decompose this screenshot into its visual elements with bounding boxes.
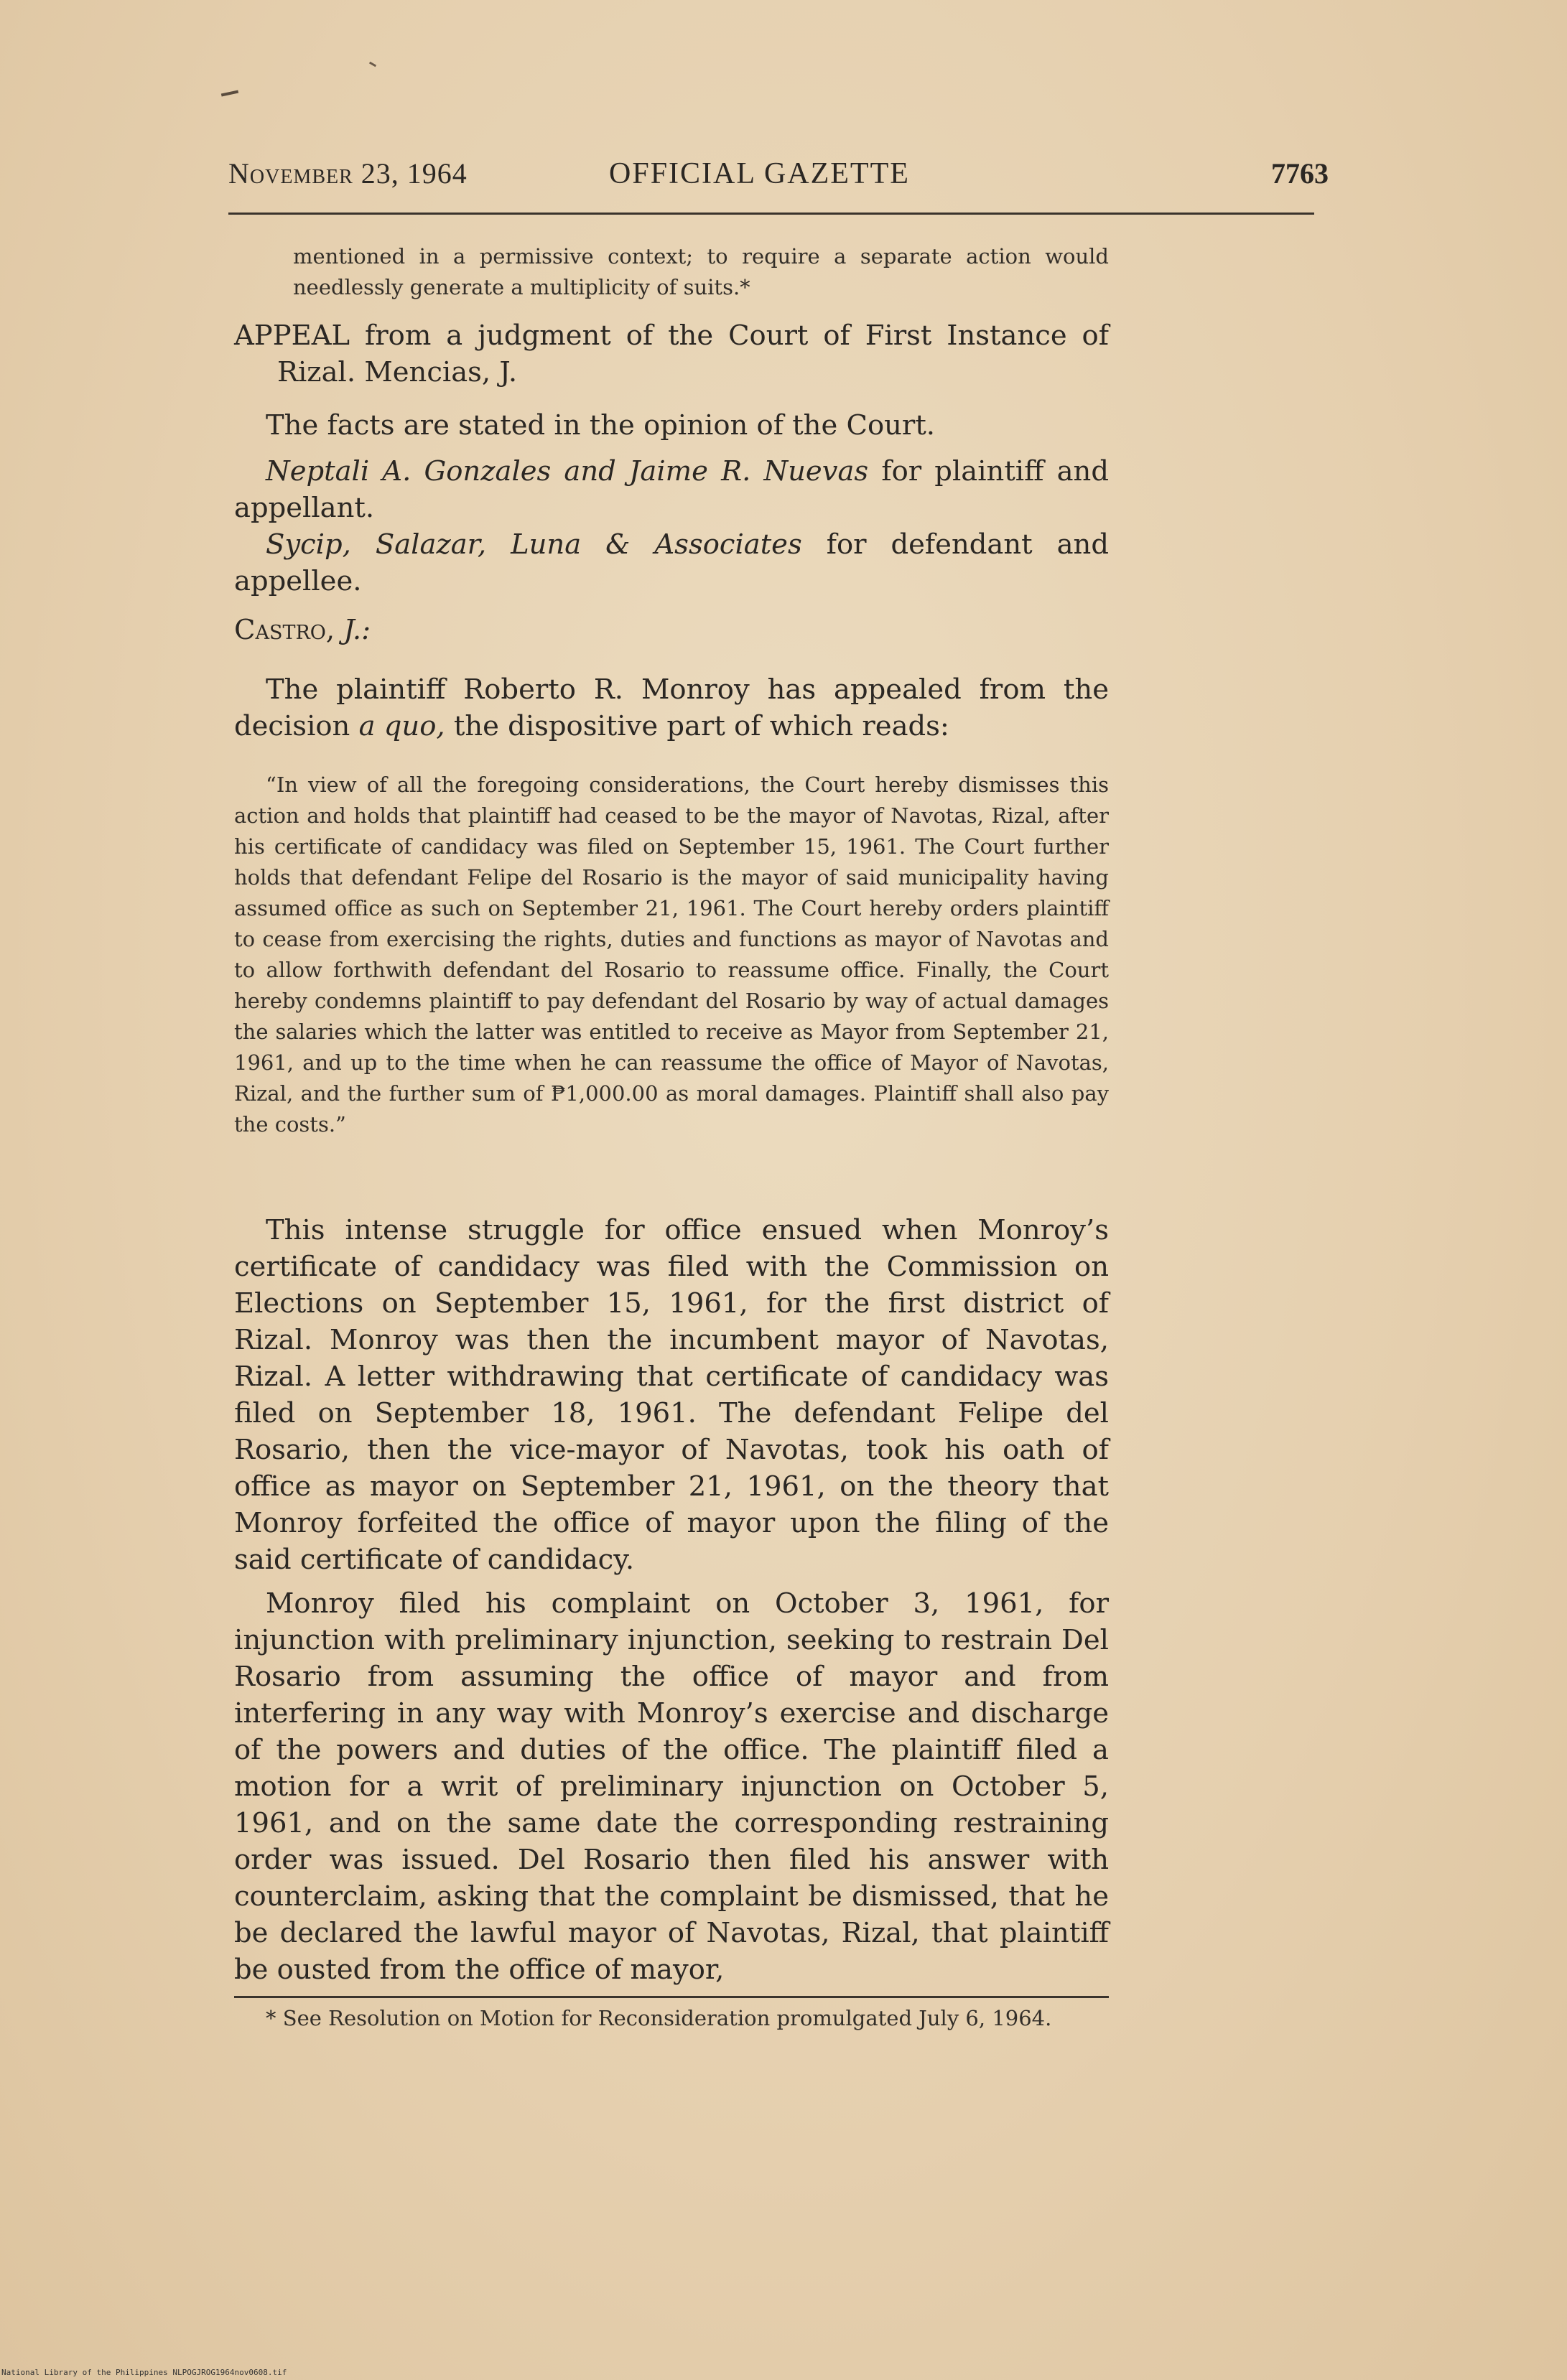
appeal-line bbox=[234, 317, 1109, 391]
defendant-counsel-role: for defendant and appellee. bbox=[234, 528, 1109, 597]
scan-imprint: National Library of the Philippines NLPOGJROG1964nov0608.tif bbox=[1, 2368, 287, 2377]
syllabus-tail bbox=[234, 241, 1109, 303]
plaintiff-counsel-role: for plaintiff and appellant. bbox=[234, 455, 1109, 524]
body-paragraph-2 bbox=[234, 1585, 1109, 1988]
intro-after: the dispositive part of which reads: bbox=[445, 710, 949, 742]
footnote-rule bbox=[234, 1996, 1109, 1998]
ponente-suffix: J.: bbox=[343, 614, 371, 646]
syllabus-text: mentioned in a permissive context; to require a separate action would needlessly generate a multiplicity of suits.* bbox=[293, 244, 1109, 299]
body-paragraph-1 bbox=[234, 1212, 1109, 1578]
appeal-text: APPEAL from a judgment of the Court of First Instance of Rizal. bbox=[234, 319, 1109, 388]
ink-speck bbox=[221, 90, 238, 97]
appeal-judge: Mencias, J. bbox=[364, 356, 518, 388]
intro-italic: a quo, bbox=[358, 710, 445, 742]
intro-before: The plaintiff Roberto R. Monroy has appealed from the decision bbox=[234, 673, 1109, 742]
intro-paragraph bbox=[234, 671, 1109, 745]
defendant-counsel-names: Sycip, Salazar, Luna & Associates bbox=[266, 528, 802, 561]
footnote bbox=[234, 2003, 1109, 2034]
ponente bbox=[234, 612, 1109, 648]
ponente-line bbox=[234, 612, 1109, 648]
page-number: 7763 bbox=[1271, 157, 1329, 190]
header-date: November 23, 1964 bbox=[228, 157, 468, 190]
ponente-name: Castro, bbox=[234, 614, 335, 646]
counsel-block bbox=[234, 453, 1109, 599]
dispositive-quotation bbox=[234, 770, 1109, 1140]
ink-speck bbox=[369, 62, 376, 67]
paragraph-text: This intense struggle for office ensued when Monroy’s certificate of candidacy was filed with the Commission on Elections on September 15, 1961, for the first district of Rizal. Monroy was then the incumbent mayor of Navotas, Rizal. A letter withdrawing that certificate of candidacy was filed on September 18, 1961. The defendant Felipe del Rosario, then the vice-mayor of Navotas, took his oath of office as mayor on September 21, 1961, on the theory that Monroy forfeited the office of mayor upon the filing of the said certificate of candidacy. bbox=[234, 1214, 1109, 1576]
plaintiff-counsel-names: Neptali A. Gonzales and Jaime R. Nuevas bbox=[266, 455, 869, 487]
header-title: OFFICIAL GAZETTE bbox=[609, 157, 910, 190]
defendant-counsel bbox=[234, 526, 1109, 599]
running-header bbox=[228, 157, 1329, 200]
footnote-text: * See Resolution on Motion for Reconsideration promulgated July 6, 1964. bbox=[266, 2006, 1052, 2030]
paragraph-text: Monroy filed his complaint on October 3, 1961, for injunction with preliminary injunction, seeking to restrain Del Rosario from assuming the office of mayor and from interfering in any way with Monroy’s exercise and discharge of the powers and duties of the office. The plaintiff filed a motion for a writ of preliminary injunction on October 5, 1961, and on the same date the corresponding restraining order was issued. Del Rosario then filed his answer with counterclaim, asking that the complaint be dismissed, that he be declared the lawful mayor of Navotas, Rizal, that plaintiff be ousted from the office of mayor, bbox=[234, 1587, 1109, 1986]
plaintiff-counsel bbox=[234, 453, 1109, 526]
header-rule bbox=[228, 213, 1314, 215]
appeal-paragraph bbox=[234, 317, 1109, 391]
quotation-text: “In view of all the foregoing considerations, the Court hereby dismisses this action and holds that plaintiff had ceased to be the mayor of Navotas, Rizal, after his certificate of candidacy was filed on September 15, 1961. The Court further holds that defendant Felipe del Rosario is the mayor of said municipality having assumed office as such on September 21, 1961. The Court hereby orders plaintiff to cease from exercising the rights, duties and functions as mayor of Navotas and to allow forthwith defendant del Rosario to reassume office. Finally, the Court hereby condemns plaintiff to pay defendant del Rosario by way of actual damages the salaries which the latter was entitled to receive as Mayor from September 21, 1961, and up to the time when he can reassume the office of Mayor of Navotas, Rizal, and the further sum of ₱1,000.00 as moral damages. Plaintiff shall also pay the costs.” bbox=[234, 773, 1109, 1137]
intro-text bbox=[234, 671, 1109, 745]
facts-stated: The facts are stated in the opinion of the Court. bbox=[266, 409, 936, 442]
facts-line bbox=[234, 407, 1109, 444]
